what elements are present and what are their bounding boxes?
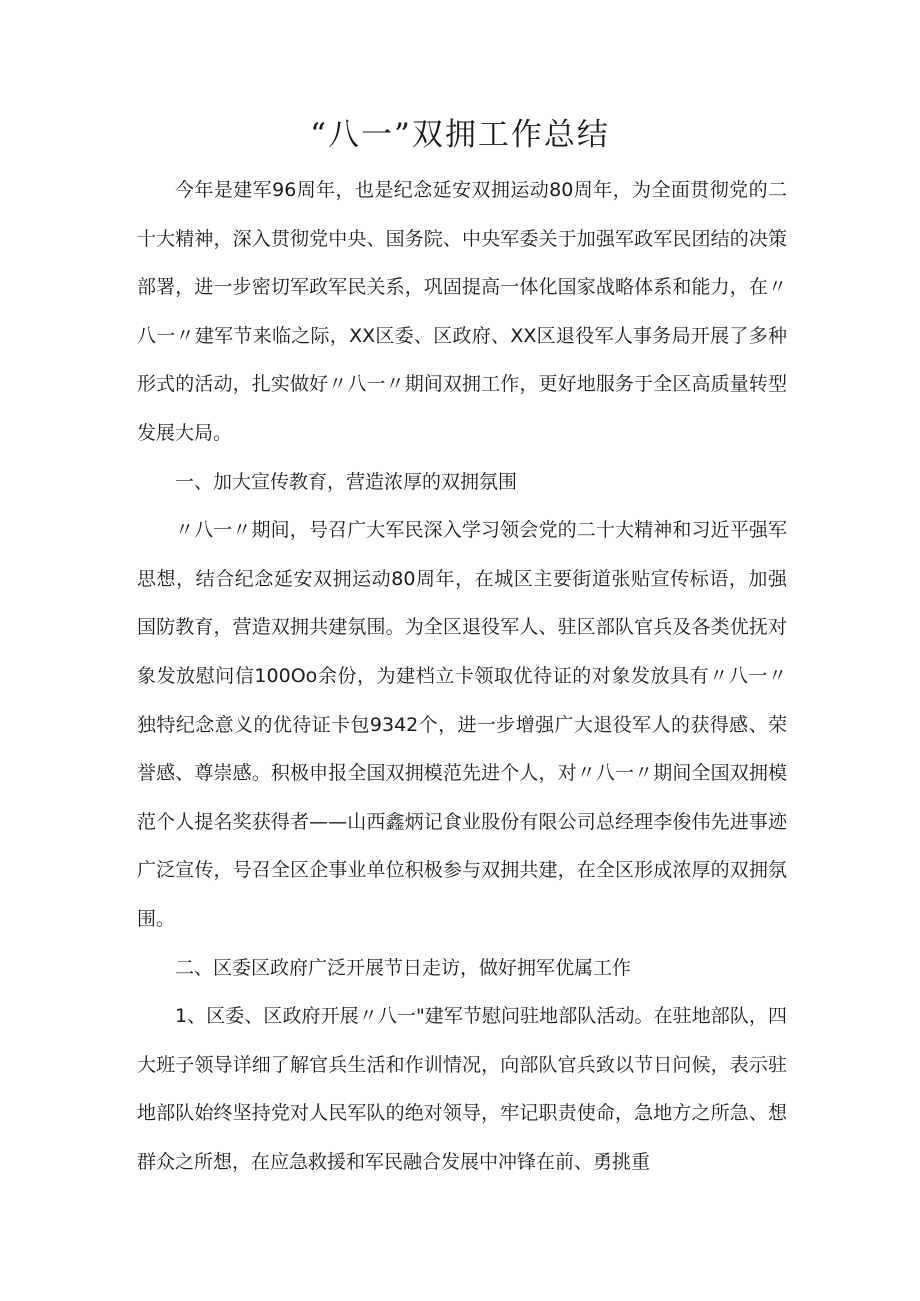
section-heading-1: 一、加大宣传教育，营造浓厚的双拥氛围	[175, 470, 518, 493]
section-2-paragraph: 1、区委、区政府开展〃八一"建军节慰问驻地部队活动。在驻地部队，四大班子领导详细了解官兵生活和作训情况，向部队官兵致以节日问候，表示驻地部队始终坚持党对人民军队的绝对领导，牢记职责使命，急地方之所急、想群众之所想，在应急救援和军民融合发展中冲锋在前、勇挑重	[137, 1005, 787, 1173]
document-body	[137, 166, 787, 1186]
section-heading-2: 二、区委区政府广泛开展节日走访，做好拥军优属工作	[175, 956, 632, 979]
intro-paragraph: 今年是建军96周年，也是纪念延安双拥运动80周年，为全面贯彻党的二十大精神，深入贯彻党中央、国务院、中央军委关于加强军政军民团结的决策部署，进一步密切军政军民关系，巩固提高一体化国家战略体系和能力，在〃八一〃建军节来临之际，XX区委、区政府、XX区退役军人事务局开展了多种形式的活动，扎实做好〃八一〃期间双拥工作，更好地服务于全区高质量转型发展大局。	[137, 179, 787, 444]
section-1-paragraph: 〃八一〃期间，号召广大军民深入学习领会党的二十大精神和习近平强军思想，结合纪念延安双拥运动80周年，在城区主要街道张贴宣传标语，加强国防教育，营造双拥共建氛围。为全区退役军人、驻区部队官兵及各类优抚对象发放慰问信100Oo余份，为建档立卡领取优待证的对象发放具有〃八一〃独特纪念意义的优待证卡包9342个，进一步增强广大退役军人的获得感、荣誉感、尊崇感。积极申报全国双拥模范先进个人，对〃八一〃期间全国双拥模范个人提名奖获得者——山西鑫炳记食业股份有限公司总经理李俊伟先进事迹广泛宣传，号召全区企事业单位积极参与双拥共建，在全区形成浓厚的双拥氛围。	[137, 519, 787, 930]
document-title: “八一”双拥工作总结	[310, 117, 610, 153]
